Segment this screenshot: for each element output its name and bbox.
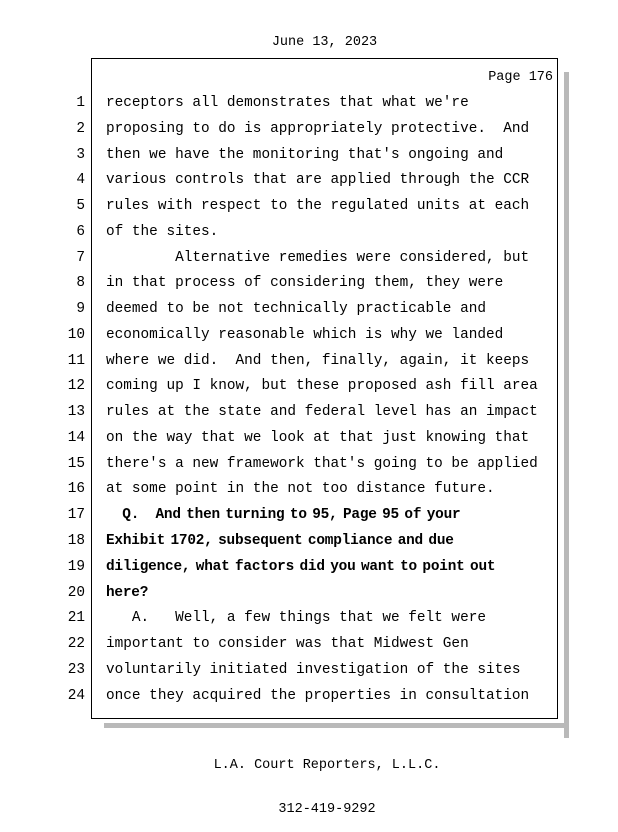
transcript-line xyxy=(76,117,557,143)
line-number: 19 xyxy=(67,558,85,575)
line-text: deemed to be not technically practicable and xyxy=(106,301,486,318)
line-text: on the way that we look at that just knowing that xyxy=(106,429,530,446)
transcript-line xyxy=(67,452,557,478)
line-text: economically reasonable which is why we landed xyxy=(106,326,504,343)
date-header: June 13, 2023 xyxy=(271,35,378,50)
line-number: 21 xyxy=(67,610,85,627)
line-number: 22 xyxy=(67,636,85,653)
line-number: 17 xyxy=(67,507,85,524)
line-number: 7 xyxy=(76,249,85,266)
line-text: various controls that are applied through the CCR xyxy=(106,172,530,189)
line-number: 8 xyxy=(76,275,85,292)
line-number: 11 xyxy=(67,352,85,369)
line-text: where we did. And then, finally, again, it keeps xyxy=(106,352,530,369)
transcript-line xyxy=(76,271,557,297)
transcript-line xyxy=(76,143,557,169)
transcript-line xyxy=(67,606,557,632)
transcript-line xyxy=(76,246,557,272)
line-number: 16 xyxy=(67,481,85,498)
transcript-line xyxy=(67,477,557,503)
line-text: Exhibit 1702, subsequent compliance and due xyxy=(106,533,454,550)
line-text: of the sites. xyxy=(106,223,219,240)
transcript-line xyxy=(76,220,557,246)
line-text: A. Well, a few things that we felt were xyxy=(106,610,486,627)
line-number: 12 xyxy=(67,378,85,395)
transcript-line xyxy=(67,374,557,400)
footer-phone: 312-419-9292 xyxy=(278,801,376,817)
line-number: 13 xyxy=(67,404,85,421)
line-number: 9 xyxy=(76,301,85,318)
line-number: 23 xyxy=(67,661,85,678)
transcript-lines xyxy=(67,91,557,709)
transcript-line xyxy=(67,581,557,607)
line-number: 14 xyxy=(67,429,85,446)
line-number: 10 xyxy=(67,326,85,343)
line-number: 6 xyxy=(76,223,85,240)
line-number: 15 xyxy=(67,455,85,472)
line-text: diligence, what factors did you want to point out xyxy=(106,558,496,575)
footer xyxy=(91,730,563,832)
transcript-line xyxy=(76,168,557,194)
line-text: rules with respect to the regulated units at each xyxy=(106,198,530,215)
transcript-line xyxy=(67,684,557,710)
transcript-line xyxy=(67,503,557,529)
line-text: at some point in the not too distance future. xyxy=(106,481,495,498)
line-number: 1 xyxy=(76,95,85,111)
line-text: proposing to do is appropriately protective. And xyxy=(106,120,530,137)
line-number: 3 xyxy=(76,146,85,163)
transcript-line xyxy=(76,194,557,220)
transcript-line xyxy=(67,555,557,581)
line-text: there's a new framework that's going to be applied xyxy=(106,455,538,472)
line-text: here? xyxy=(106,584,149,601)
line-number: 20 xyxy=(67,584,85,601)
transcript-line xyxy=(67,426,557,452)
transcript-sheet xyxy=(67,58,558,719)
line-number: 18 xyxy=(67,533,85,550)
transcript-line xyxy=(67,400,557,426)
transcript-line xyxy=(67,529,557,555)
line-text: then we have the monitoring that's ongoing and xyxy=(106,146,504,163)
line-number: 4 xyxy=(76,172,85,189)
transcript-line xyxy=(67,349,557,375)
transcript-line xyxy=(76,297,557,323)
transcript-line xyxy=(76,91,557,117)
transcript-line xyxy=(67,323,557,349)
line-text: important to consider was that Midwest Gen xyxy=(106,636,469,653)
line-text: Q. And then turning to 95, Page 95 of your xyxy=(106,507,461,524)
footer-company: L.A. Court Reporters, L.L.C. xyxy=(213,758,441,773)
line-number: 5 xyxy=(76,198,85,215)
line-number: 2 xyxy=(76,120,85,137)
line-text: coming up I know, but these proposed ash fill area xyxy=(106,378,538,395)
line-text: voluntarily initiated investigation of the sites xyxy=(106,661,521,678)
page-number: Page 176 xyxy=(488,70,553,85)
line-text: receptors all demonstrates that what we're xyxy=(106,95,469,111)
transcript-line xyxy=(67,658,557,684)
line-number: 24 xyxy=(67,687,85,704)
line-text: Alternative remedies were considered, but xyxy=(106,249,530,266)
line-text: rules at the state and federal level has an impact xyxy=(106,404,538,421)
line-text: in that process of considering them, they were xyxy=(106,275,504,292)
transcript-line xyxy=(67,632,557,658)
line-text: once they acquired the properties in consultation xyxy=(106,687,530,704)
